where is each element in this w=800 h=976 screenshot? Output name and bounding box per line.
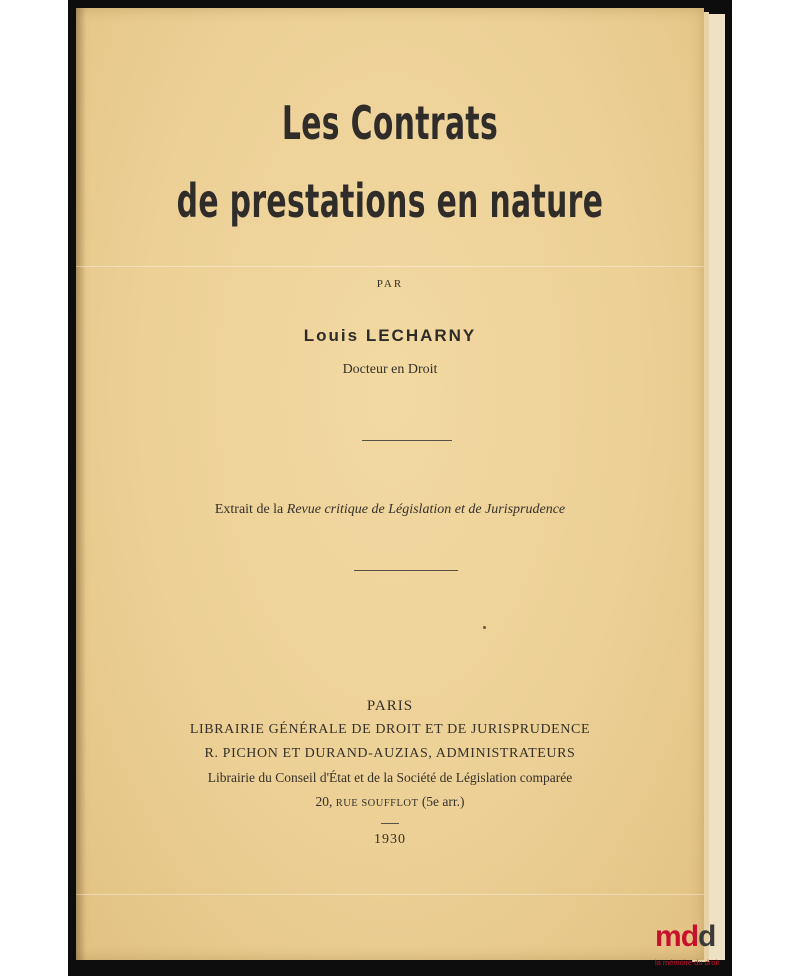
extract-note bbox=[76, 502, 704, 518]
author-first-name: Louis bbox=[303, 326, 360, 345]
journal-name: Revue critique de Législation et de Jurisprudence bbox=[286, 502, 566, 517]
publisher-administrators: R. PICHON ET DURAND-AUZIAS, ADMINISTRATEURS bbox=[204, 746, 576, 761]
publisher-affiliation: Librairie du Conseil d'État et de la Société de Législation comparée bbox=[207, 770, 573, 785]
par-label: PAR bbox=[376, 278, 404, 290]
divider-rule bbox=[354, 570, 458, 571]
paper-speck bbox=[483, 626, 486, 629]
logo-tagline: la mémoire du droit bbox=[655, 958, 720, 967]
divider-rule bbox=[362, 440, 452, 441]
address-street: RUE SOUFFLOT bbox=[335, 798, 419, 809]
address-number: 20, bbox=[315, 794, 333, 809]
address-arrondissement: (5e arr.) bbox=[421, 794, 465, 809]
fold-line bbox=[76, 894, 704, 895]
author-degree: Docteur en Droit bbox=[342, 362, 438, 377]
mdd-logo bbox=[655, 920, 745, 976]
logo-mark: mdd bbox=[655, 920, 716, 953]
spine-shadow bbox=[76, 8, 86, 960]
book-cover bbox=[76, 8, 704, 960]
author-name bbox=[76, 326, 704, 346]
publisher-name: LIBRAIRIE GÉNÉRALE DE DROIT ET DE JURISPRUDENCE bbox=[189, 722, 591, 737]
cover-title-line1: Les Contrats bbox=[281, 96, 499, 150]
cover-title-line2: de prestations en nature bbox=[176, 174, 604, 228]
author-last-name: LECHARNY bbox=[365, 326, 477, 345]
publisher-city: PARIS bbox=[366, 698, 414, 714]
divider-rule bbox=[381, 823, 399, 824]
fold-line bbox=[76, 266, 704, 267]
publication-year: 1930 bbox=[374, 832, 406, 847]
extract-prefix: Extrait de la bbox=[214, 502, 287, 517]
publisher-address bbox=[76, 794, 704, 810]
